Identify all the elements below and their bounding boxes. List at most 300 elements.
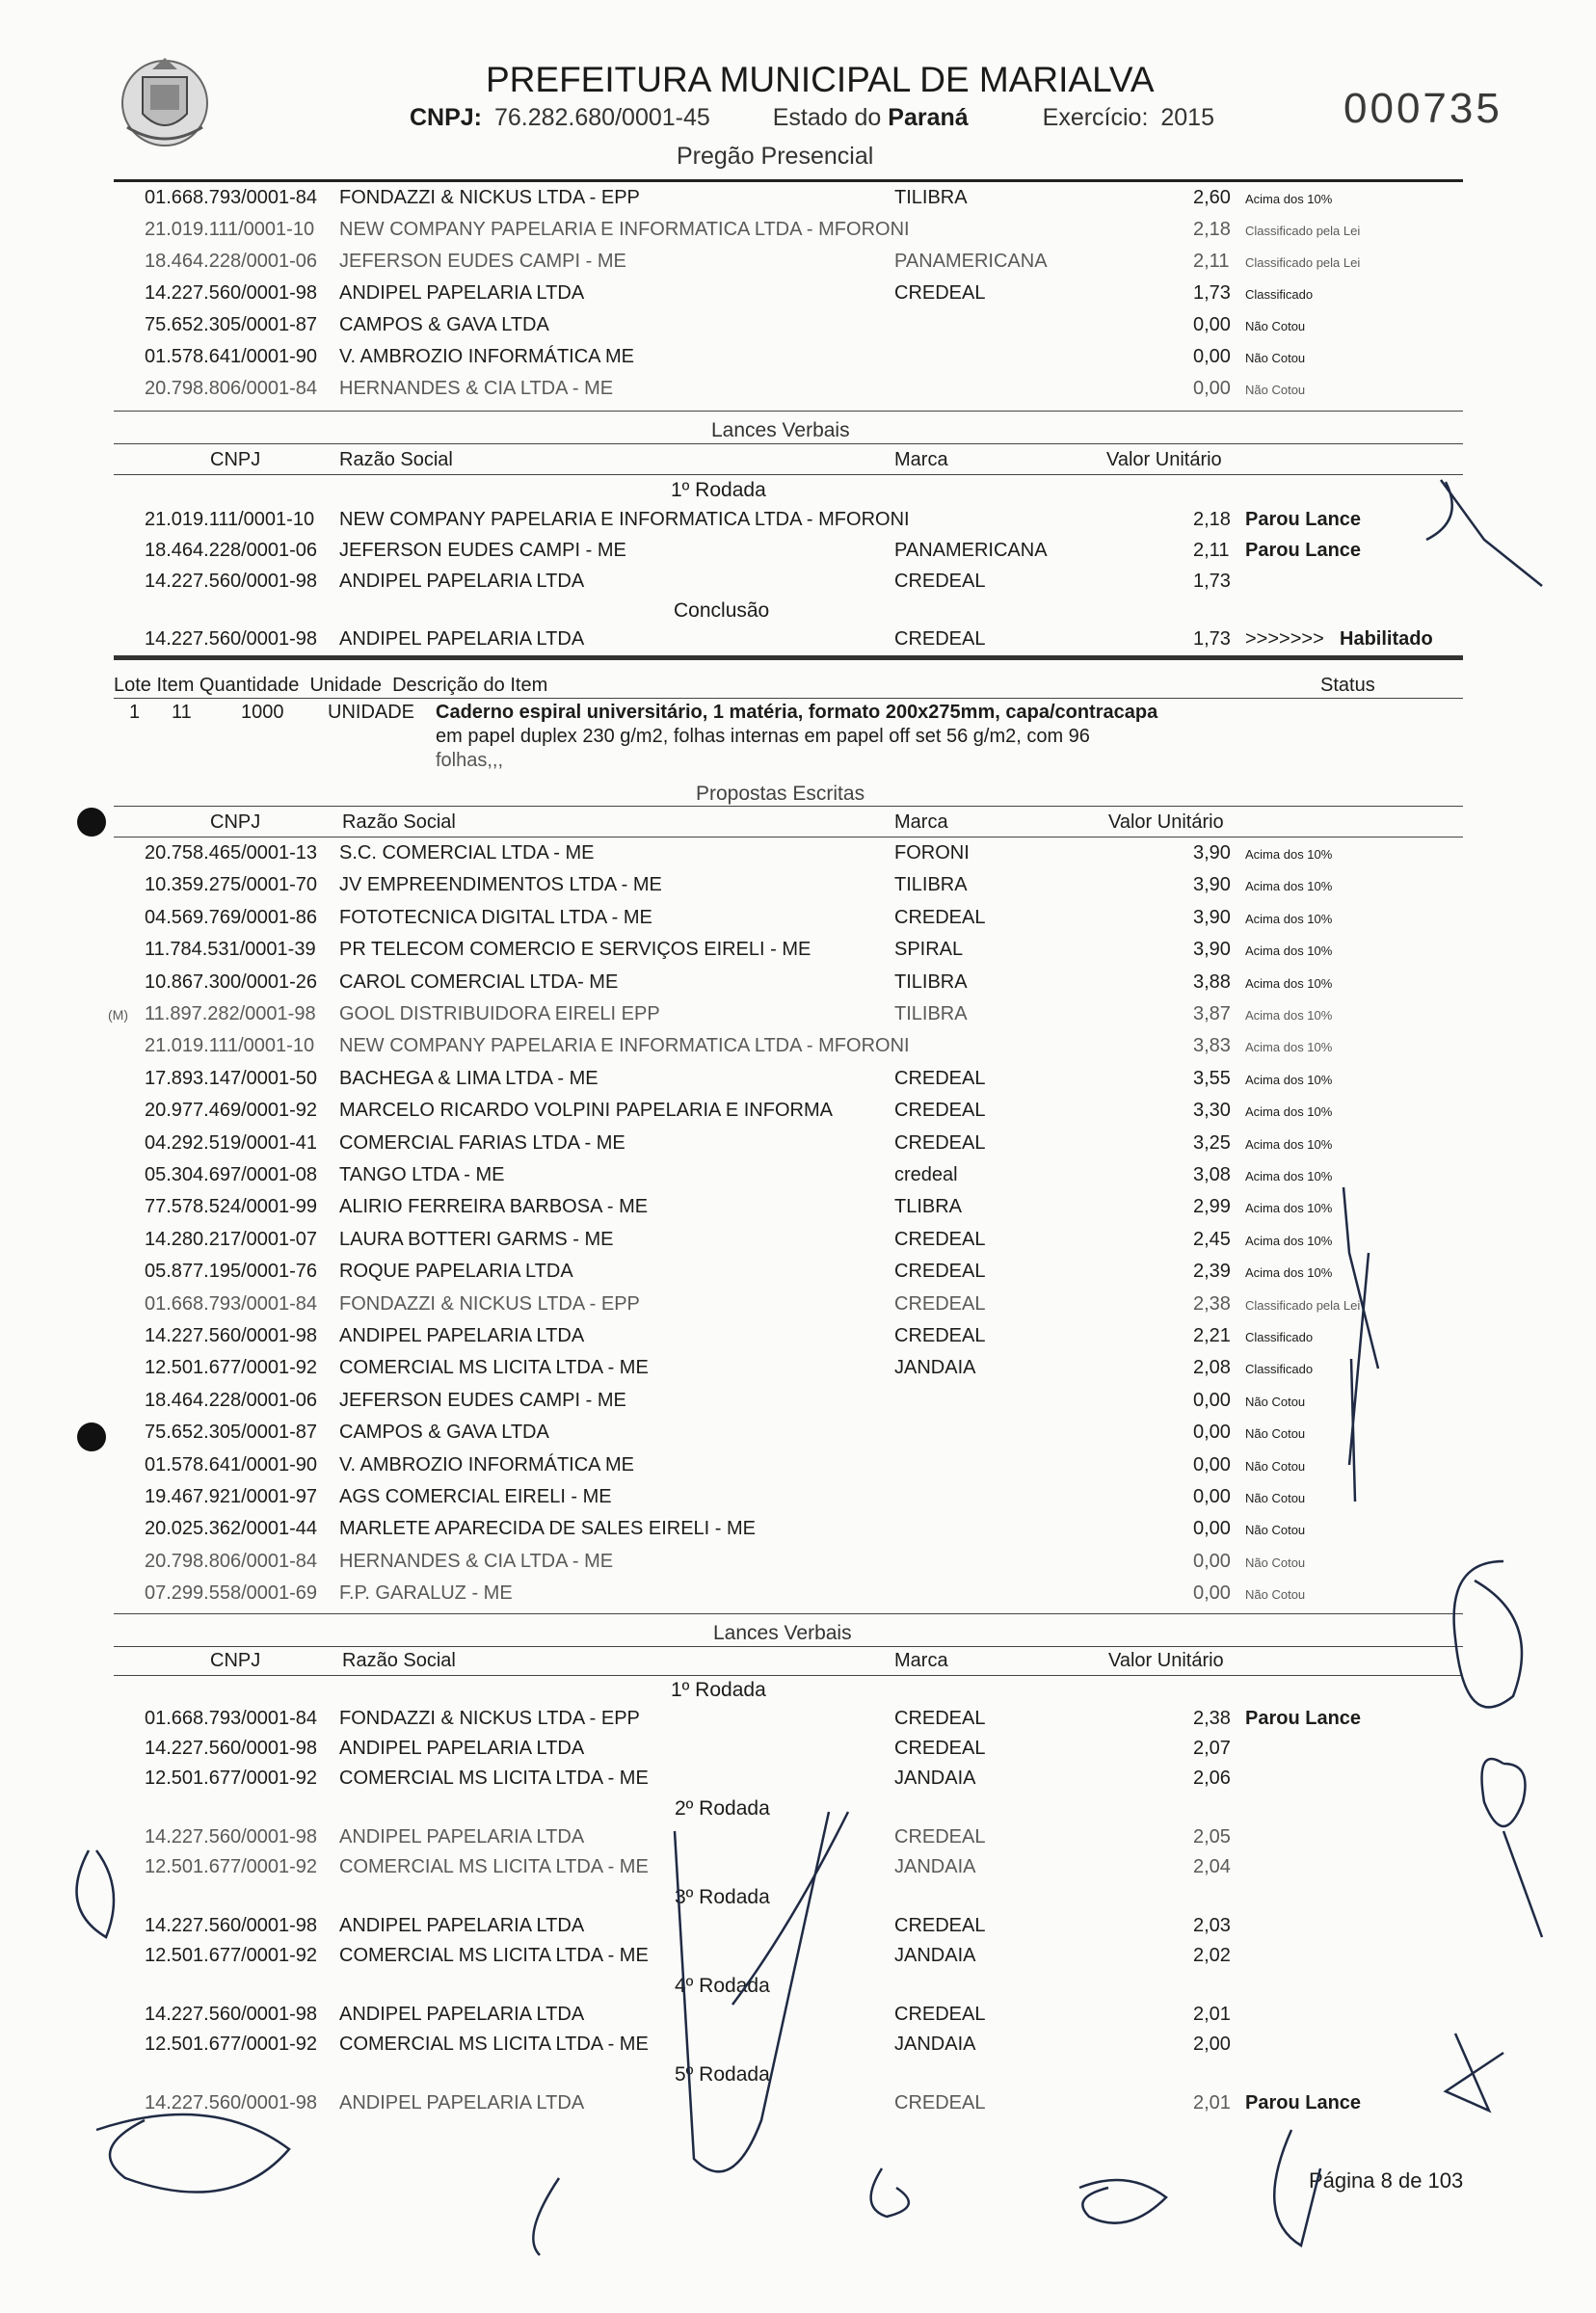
cnpj: 14.227.560/0001-98 — [145, 1915, 318, 1936]
arrows: >>>>>>> — [1245, 628, 1324, 650]
page-title: PREFEITURA MUNICIPAL DE MARIALVA — [486, 60, 1155, 99]
table-row — [0, 1100, 1596, 1130]
status: Classificado — [1245, 1330, 1314, 1344]
status: Parou Lance — [1245, 2092, 1362, 2114]
item-number: 11 — [172, 702, 192, 723]
razao-social: COMERCIAL MS LICITA LTDA - ME — [339, 2034, 649, 2055]
valor: 3,83 — [1193, 1035, 1231, 1057]
valor: 2,00 — [1193, 2034, 1231, 2055]
item-status-header: Status — [1320, 675, 1375, 696]
col-marca: Marca — [894, 1650, 948, 1671]
marca: JANDAIA — [894, 2034, 976, 2055]
status: Acima dos 10% — [1245, 1072, 1333, 1087]
table-row — [0, 1390, 1596, 1421]
page-number: Página 8 de 103 — [1309, 2168, 1464, 2193]
valor: 3,90 — [1193, 874, 1231, 896]
razao-social: ANDIPEL PAPELARIA LTDA — [339, 571, 585, 592]
table-row — [0, 346, 1596, 377]
valor: 0,00 — [1193, 1550, 1231, 1572]
col-razao: Razão Social — [339, 449, 453, 470]
table-row — [0, 1945, 1596, 1976]
status: Acima dos 10% — [1245, 1008, 1333, 1023]
razao-social: CAMPOS & GAVA LTDA — [339, 314, 549, 335]
status: Classificado — [1245, 1362, 1314, 1377]
status: Não Cotou — [1245, 1394, 1306, 1409]
status: Acima dos 10% — [1245, 1201, 1333, 1216]
divider — [114, 443, 1463, 444]
cnpj: 14.227.560/0001-98 — [145, 2092, 318, 2114]
marca: TILIBRA — [894, 874, 968, 896]
table-row — [0, 1708, 1596, 1739]
status: Parou Lance — [1245, 540, 1362, 561]
col-marca: Marca — [894, 449, 948, 470]
status: Acima dos 10% — [1245, 1265, 1333, 1281]
valor: 2,99 — [1193, 1196, 1231, 1218]
prefix-marker: (M) — [108, 1007, 128, 1023]
cnpj: 04.292.519/0001-41 — [145, 1131, 318, 1154]
cnpj: 05.877.195/0001-76 — [145, 1261, 318, 1283]
table-row — [0, 314, 1596, 345]
cnpj: 14.227.560/0001-98 — [145, 1325, 318, 1346]
valor: 2,21 — [1193, 1325, 1231, 1346]
marca: CREDEAL — [894, 1292, 986, 1315]
table-row — [0, 219, 1596, 250]
razao-social: COMERCIAL MS LICITA LTDA - ME — [339, 1357, 649, 1379]
table-row — [0, 1856, 1596, 1887]
razao-social: V. AMBROZIO INFORMÁTICA ME — [339, 1453, 634, 1476]
cnpj: 01.578.641/0001-90 — [145, 1453, 318, 1476]
exercicio-label: Exercício: — [1042, 104, 1149, 131]
table-row — [0, 1164, 1596, 1195]
table-row — [0, 1325, 1596, 1356]
cnpj: 20.798.806/0001-84 — [145, 378, 318, 399]
table-row — [0, 1454, 1596, 1485]
status: Acima dos 10% — [1245, 879, 1333, 894]
valor: 2,18 — [1193, 509, 1231, 530]
razao-social: F.P. GARALUZ - ME — [339, 1582, 513, 1605]
col-valor: Valor Unitário — [1106, 449, 1222, 470]
valor: 2,06 — [1193, 1768, 1231, 1789]
col-valor: Valor Unitário — [1108, 811, 1224, 833]
table-row — [0, 1293, 1596, 1324]
table-row — [0, 1261, 1596, 1291]
lances2-header — [0, 1650, 1596, 1681]
marca: SPIRAL — [894, 939, 964, 961]
status: Acima dos 10% — [1245, 192, 1333, 206]
table-row — [0, 378, 1596, 409]
razao-social: COMERCIAL MS LICITA LTDA - ME — [339, 1768, 649, 1789]
status: Classificado — [1245, 287, 1314, 302]
valor: 2,18 — [1193, 219, 1231, 240]
status-habilitado: Habilitado — [1340, 628, 1433, 650]
cnpj: 14.227.560/0001-98 — [145, 1826, 318, 1848]
divider — [114, 698, 1463, 699]
marca: CREDEAL — [894, 906, 986, 928]
table-row — [0, 1518, 1596, 1549]
exercicio-value: 2015 — [1160, 104, 1214, 131]
table-row — [0, 282, 1596, 313]
cnpj: 12.501.677/0001-92 — [145, 1357, 318, 1379]
cnpj: 75.652.305/0001-87 — [145, 1422, 318, 1444]
razao-social: ANDIPEL PAPELARIA LTDA — [339, 1915, 585, 1936]
cnpj: 12.501.677/0001-92 — [145, 1768, 318, 1789]
punch-hole — [77, 808, 106, 837]
status: Não Cotou — [1245, 1458, 1306, 1474]
valor: 0,00 — [1193, 1486, 1231, 1507]
table-row — [0, 842, 1596, 873]
divider — [114, 474, 1463, 475]
valor: 2,03 — [1193, 1915, 1231, 1936]
marca: FORONI — [894, 842, 970, 864]
item-description-3: folhas,,, — [436, 750, 504, 771]
marca: PANAMERICANA — [894, 540, 1048, 561]
razao-social: S.C. COMERCIAL LTDA - ME — [339, 842, 595, 864]
marca: CREDEAL — [894, 1915, 986, 1936]
status: Acima dos 10% — [1245, 1136, 1333, 1152]
marca: CREDEAL — [894, 1067, 986, 1089]
valor: 3,30 — [1193, 1100, 1231, 1122]
marca: CREDEAL — [894, 2004, 986, 2025]
marca: CREDEAL — [894, 1826, 986, 1848]
cnpj: 18.464.228/0001-06 — [145, 1389, 318, 1411]
marca: CREDEAL — [894, 1708, 986, 1729]
cnpj-value: 76.282.680/0001-45 — [493, 104, 710, 131]
status: Acima dos 10% — [1245, 944, 1333, 959]
table-row — [0, 251, 1596, 281]
razao-social: GOOL DISTRIBUIDORA EIRELI EPP — [339, 1003, 660, 1024]
table-row — [0, 1915, 1596, 1946]
razao-social: BACHEGA & LIMA LTDA - ME — [339, 1067, 598, 1089]
cnpj: 19.467.921/0001-97 — [145, 1486, 318, 1507]
status: Não Cotou — [1245, 1555, 1306, 1570]
valor: 2,01 — [1193, 2004, 1231, 2025]
table-row — [0, 1357, 1596, 1388]
valor: 3,90 — [1193, 842, 1231, 864]
razao-social: FONDAZZI & NICKUS LTDA - EPP — [339, 187, 640, 208]
cnpj: 12.501.677/0001-92 — [145, 1945, 318, 1966]
table-row — [0, 2034, 1596, 2064]
status: Não Cotou — [1245, 319, 1306, 333]
razao-social: ANDIPEL PAPELARIA LTDA — [339, 2004, 585, 2025]
status: Classificado pela Lei — [1245, 255, 1361, 270]
round-label: 1º Rodada — [671, 479, 766, 501]
table-row — [0, 1035, 1596, 1066]
razao-social: COMERCIAL MS LICITA LTDA - ME — [339, 1856, 649, 1877]
razao-social: NEW COMPANY PAPELARIA E INFORMATICA LTDA - MFORONI — [339, 219, 910, 240]
table-row — [0, 971, 1596, 1002]
cnpj: 20.025.362/0001-44 — [145, 1518, 318, 1540]
round-label: 1º Rodada — [671, 1679, 766, 1701]
razao-social: JEFERSON EUDES CAMPI - ME — [339, 540, 626, 561]
estado-name: Paraná — [888, 104, 969, 131]
valor: 2,39 — [1193, 1261, 1231, 1283]
round-label: 5º Rodada — [675, 2063, 770, 2086]
razao-social: ROQUE PAPELARIA LTDA — [339, 1261, 573, 1283]
cnpj: 75.652.305/0001-87 — [145, 314, 318, 335]
razao-social: CAMPOS & GAVA LTDA — [339, 1422, 549, 1444]
table-row — [0, 1196, 1596, 1227]
cnpj: 01.668.793/0001-84 — [145, 1292, 318, 1315]
header-divider — [114, 179, 1463, 182]
valor: 3,08 — [1193, 1164, 1231, 1185]
status: Acima dos 10% — [1245, 911, 1333, 926]
quantity: 1000 — [241, 702, 284, 723]
round-label: 4º Rodada — [675, 1975, 770, 1997]
table-row — [0, 2092, 1596, 2123]
table-row — [0, 1826, 1596, 1857]
col-cnpj: CNPJ — [210, 449, 261, 470]
valor: 2,45 — [1193, 1228, 1231, 1250]
status: Classificado pela Lei — [1245, 1297, 1361, 1313]
valor: 3,90 — [1193, 939, 1231, 961]
razao-social: ANDIPEL PAPELARIA LTDA — [339, 2092, 585, 2114]
punch-hole — [77, 1422, 106, 1451]
marca: credeal — [894, 1164, 958, 1185]
lote: 1 — [129, 702, 141, 723]
table-row — [0, 1068, 1596, 1099]
marca: CREDEAL — [894, 1738, 986, 1759]
table-row — [0, 907, 1596, 938]
valor: 0,00 — [1193, 1453, 1231, 1476]
valor: 2,01 — [1193, 2092, 1231, 2114]
lances-header — [0, 449, 1596, 480]
razao-social: LAURA BOTTERI GARMS - ME — [339, 1228, 614, 1250]
valor: 2,02 — [1193, 1945, 1231, 1966]
cnpj: 21.019.111/0001-10 — [145, 509, 315, 530]
marca: JANDAIA — [894, 1357, 976, 1379]
razao-social: ALIRIO FERREIRA BARBOSA - ME — [339, 1196, 649, 1218]
cnpj: 10.867.300/0001-26 — [145, 970, 318, 993]
razao-social: MARCELO RICARDO VOLPINI PAPELARIA E INFORMA — [339, 1100, 833, 1122]
marca: CREDEAL — [894, 1228, 986, 1250]
status: Acima dos 10% — [1245, 1104, 1333, 1120]
marca: CREDEAL — [894, 282, 986, 304]
razao-social: ANDIPEL PAPELARIA LTDA — [339, 1325, 585, 1346]
razao-social: JV EMPREENDIMENTOS LTDA - ME — [339, 874, 662, 896]
razao-social: FOTOTECNICA DIGITAL LTDA - ME — [339, 906, 652, 928]
valor: 2,38 — [1193, 1292, 1231, 1315]
valor: 3,55 — [1193, 1067, 1231, 1089]
razao-social: FONDAZZI & NICKUS LTDA - EPP — [339, 1708, 640, 1729]
razao-social: TANGO LTDA - ME — [339, 1164, 505, 1185]
col-razao: Razão Social — [342, 811, 456, 833]
cnpj: 20.977.469/0001-92 — [145, 1100, 318, 1122]
status: Parou Lance — [1245, 509, 1362, 530]
divider — [114, 411, 1463, 412]
cnpj: 14.227.560/0001-98 — [145, 2004, 318, 2025]
cnpj: 10.359.275/0001-70 — [145, 874, 318, 896]
status: Não Cotou — [1245, 1523, 1306, 1538]
razao-social: MARLETE APARECIDA DE SALES EIRELI - ME — [339, 1518, 756, 1540]
divider — [114, 1613, 1463, 1614]
propostas-header — [0, 811, 1596, 842]
item-description-2: em papel duplex 230 g/m2, folhas internas em papel off set 56 g/m2, com 96 — [436, 726, 1090, 747]
marca: JANDAIA — [894, 1856, 976, 1877]
razao-social: ANDIPEL PAPELARIA LTDA — [339, 1826, 585, 1848]
status: Acima dos 10% — [1245, 975, 1333, 991]
valor: 0,00 — [1193, 1422, 1231, 1444]
table-row — [0, 874, 1596, 905]
razao-social: NEW COMPANY PAPELARIA E INFORMATICA LTDA - MFORONI — [339, 1035, 910, 1057]
valor: 2,05 — [1193, 1826, 1231, 1848]
razao-social: V. AMBROZIO INFORMÁTICA ME — [339, 346, 634, 367]
valor: 3,87 — [1193, 1003, 1231, 1024]
status: Não Cotou — [1245, 1426, 1306, 1442]
razao-social: COMERCIAL MS LICITA LTDA - ME — [339, 1945, 649, 1966]
valor: 0,00 — [1193, 1582, 1231, 1605]
valor: 2,04 — [1193, 1856, 1231, 1877]
marca: TLIBRA — [894, 1196, 963, 1218]
col-marca: Marca — [894, 811, 948, 833]
valor: 2,08 — [1193, 1357, 1231, 1379]
cnpj: 21.019.111/0001-10 — [145, 219, 315, 240]
razao-social: ANDIPEL PAPELARIA LTDA — [339, 628, 585, 650]
cnpj: 77.578.524/0001-99 — [145, 1196, 318, 1218]
cnpj: 17.893.147/0001-50 — [145, 1067, 318, 1089]
cnpj: 14.227.560/0001-98 — [145, 282, 318, 304]
marca: JANDAIA — [894, 1768, 976, 1789]
marca: CREDEAL — [894, 1261, 986, 1283]
razao-social: FONDAZZI & NICKUS LTDA - EPP — [339, 1292, 640, 1315]
cnpj-line — [410, 104, 1214, 132]
cnpj: 12.501.677/0001-92 — [145, 2034, 318, 2055]
marca: TILIBRA — [894, 187, 968, 208]
razao-social: AGS COMERCIAL EIRELI - ME — [339, 1486, 612, 1507]
valor: 0,00 — [1193, 378, 1231, 399]
razao-social: HERNANDES & CIA LTDA - ME — [339, 1550, 614, 1572]
table-row — [0, 1768, 1596, 1798]
cnpj-label: CNPJ: — [410, 104, 483, 131]
marca: PANAMERICANA — [894, 251, 1048, 272]
subtitle: Pregão Presencial — [677, 143, 874, 170]
table-row — [0, 939, 1596, 970]
table-row — [0, 1486, 1596, 1517]
divider — [114, 1646, 1463, 1647]
marca: CREDEAL — [894, 1100, 986, 1122]
col-valor: Valor Unitário — [1108, 1650, 1224, 1671]
cnpj: 14.280.217/0001-07 — [145, 1228, 318, 1250]
valor: 0,00 — [1193, 314, 1231, 335]
marca: CREDEAL — [894, 628, 986, 650]
table-row — [0, 187, 1596, 218]
divider — [114, 806, 1463, 807]
table-row — [0, 1551, 1596, 1582]
valor: 1,73 — [1193, 571, 1231, 592]
cnpj: 05.304.697/0001-08 — [145, 1164, 318, 1185]
table-row — [0, 1229, 1596, 1260]
table-row — [0, 1003, 1596, 1034]
razao-social: PR TELECOM COMERCIO E SERVIÇOS EIRELI - ME — [339, 939, 811, 961]
cnpj: 01.578.641/0001-90 — [145, 346, 318, 367]
stamp-number: 000735 — [1343, 85, 1503, 132]
cnpj: 11.784.531/0001-39 — [145, 939, 316, 961]
cnpj: 18.464.228/0001-06 — [145, 540, 318, 561]
divider — [114, 655, 1463, 660]
valor: 3,25 — [1193, 1131, 1231, 1154]
propostas-title: Propostas Escritas — [696, 783, 865, 805]
valor: 3,90 — [1193, 906, 1231, 928]
marca: JANDAIA — [894, 1945, 976, 1966]
marca: CREDEAL — [894, 2092, 986, 2114]
item-columns-header: Lote Item Quantidade Unidade Descrição do Item — [114, 675, 548, 696]
marca: CREDEAL — [894, 571, 986, 592]
cnpj: 21.019.111/0001-10 — [145, 1035, 315, 1057]
cnpj: 14.227.560/0001-98 — [145, 571, 318, 592]
table-row — [0, 1582, 1596, 1613]
marca: TILIBRA — [894, 970, 968, 993]
status: Acima dos 10% — [1245, 847, 1333, 862]
valor: 2,38 — [1193, 1708, 1231, 1729]
cnpj: 12.501.677/0001-92 — [145, 1856, 318, 1877]
valor: 2,11 — [1193, 251, 1230, 272]
valor: 1,73 — [1193, 628, 1231, 650]
valor: 3,88 — [1193, 970, 1231, 993]
valor: 2,11 — [1193, 540, 1230, 561]
table-row — [0, 1132, 1596, 1163]
status: Acima dos 10% — [1245, 1233, 1333, 1248]
table-row — [0, 1738, 1596, 1768]
table-row — [0, 571, 1596, 601]
conclusao-label: Conclusão — [674, 599, 770, 622]
valor: 1,73 — [1193, 282, 1231, 304]
cnpj: 01.668.793/0001-84 — [145, 1708, 318, 1729]
cnpj: 07.299.558/0001-69 — [145, 1582, 318, 1605]
table-row — [0, 540, 1596, 571]
valor: 0,00 — [1193, 1518, 1231, 1540]
razao-social: NEW COMPANY PAPELARIA E INFORMATICA LTDA - MFORONI — [339, 509, 910, 530]
marca: CREDEAL — [894, 1131, 986, 1154]
round-label: 3º Rodada — [675, 1886, 770, 1908]
unit: UNIDADE — [328, 702, 415, 723]
cnpj: 20.758.465/0001-13 — [145, 842, 318, 864]
status: Não Cotou — [1245, 383, 1306, 397]
status: Acima dos 10% — [1245, 1040, 1333, 1055]
razao-social: JEFERSON EUDES CAMPI - ME — [339, 251, 626, 272]
razao-social: JEFERSON EUDES CAMPI - ME — [339, 1389, 626, 1411]
razao-social: CAROL COMERCIAL LTDA- ME — [339, 970, 619, 993]
cnpj: 14.227.560/0001-98 — [145, 1738, 318, 1759]
valor: 2,07 — [1193, 1738, 1231, 1759]
table-row — [0, 509, 1596, 540]
item-description-1: Caderno espiral universitário, 1 matéria, formato 200x275mm, capa/contracapa — [436, 702, 1158, 723]
razao-social: COMERCIAL FARIAS LTDA - ME — [339, 1131, 625, 1154]
lances2-title: Lances Verbais — [713, 1622, 852, 1644]
table-row — [0, 2004, 1596, 2034]
divider — [114, 1675, 1463, 1676]
status: Acima dos 10% — [1245, 1169, 1333, 1183]
status: Não Cotou — [1245, 351, 1306, 365]
razao-social: HERNANDES & CIA LTDA - ME — [339, 378, 614, 399]
estado-label: Estado do — [772, 104, 882, 131]
razao-social: ANDIPEL PAPELARIA LTDA — [339, 282, 585, 304]
status: Parou Lance — [1245, 1708, 1362, 1729]
col-razao: Razão Social — [342, 1650, 456, 1671]
cnpj: 01.668.793/0001-84 — [145, 187, 318, 208]
razao-social: ANDIPEL PAPELARIA LTDA — [339, 1738, 585, 1759]
status: Classificado pela Lei — [1245, 224, 1361, 238]
cnpj: 11.897.282/0001-98 — [145, 1003, 316, 1024]
table-row — [0, 1422, 1596, 1452]
lances-title: Lances Verbais — [711, 419, 850, 441]
valor: 0,00 — [1193, 1389, 1231, 1411]
marca: TILIBRA — [894, 1003, 968, 1024]
marca: CREDEAL — [894, 1325, 986, 1346]
cnpj: 18.464.228/0001-06 — [145, 251, 318, 272]
coat-of-arms-logo — [114, 50, 216, 152]
valor: 0,00 — [1193, 346, 1231, 367]
status: Não Cotou — [1245, 1587, 1306, 1603]
cnpj: 14.227.560/0001-98 — [145, 628, 318, 650]
